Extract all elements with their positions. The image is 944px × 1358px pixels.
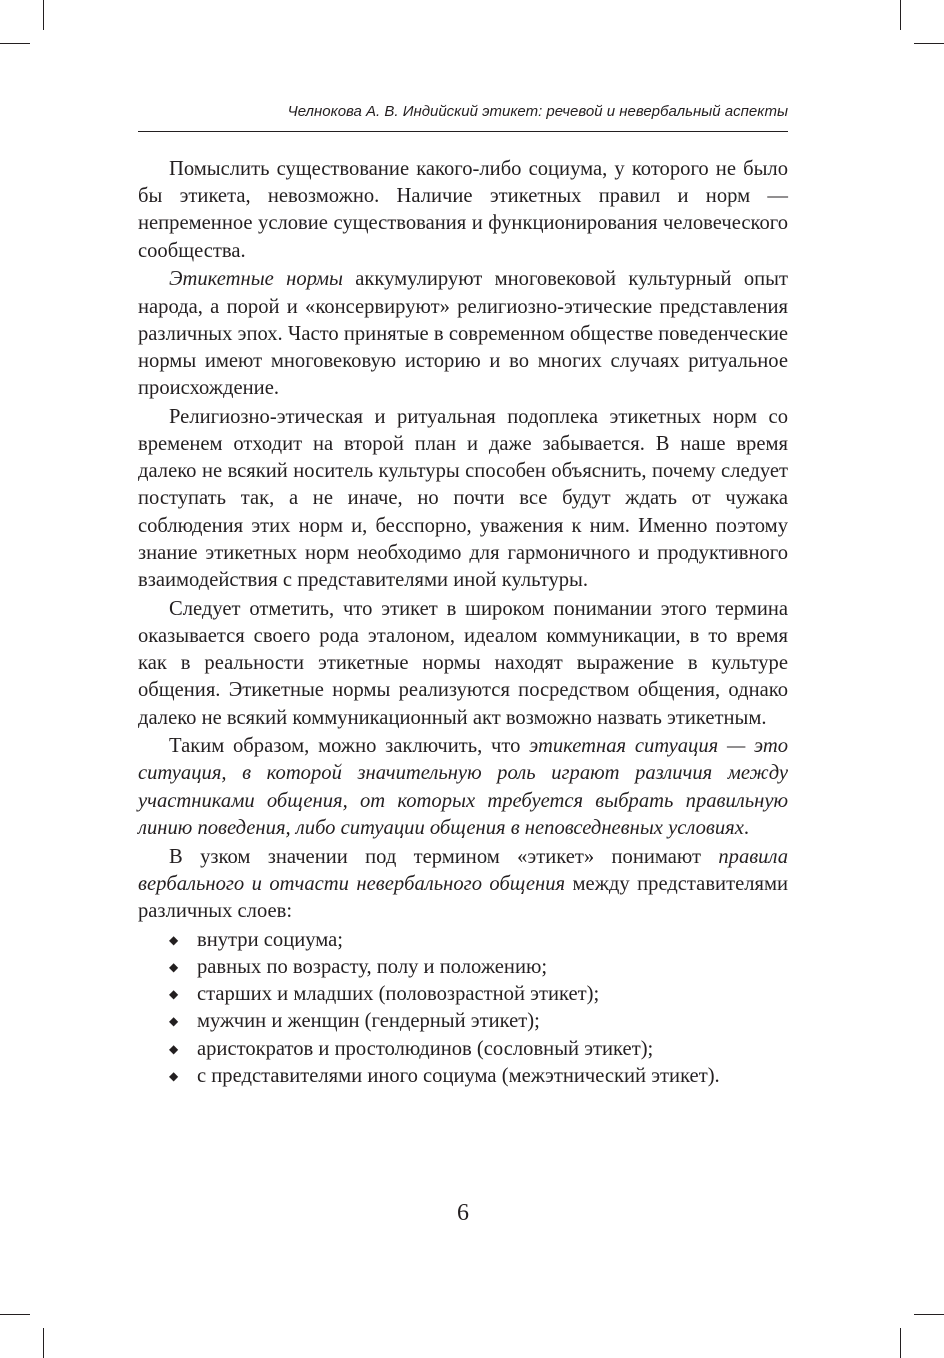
- paragraph-5-lead: Таким образом, можно заключить, что: [169, 735, 530, 758]
- crop-mark-bottom-right-v: [900, 1328, 901, 1358]
- crop-mark-top-left-v: [43, 0, 44, 30]
- paragraph-5-tail: .: [743, 816, 749, 839]
- paragraph-6: [138, 844, 788, 926]
- paragraph-6-lead: В узком значении под термином «этикет» понимают: [169, 845, 719, 868]
- list-item-text: с представителями иного социума (межэтнический этикет).: [197, 1064, 720, 1087]
- paragraph-3: Религиозно-этическая и ритуальная подоплека этикетных норм со временем отходит на второй план и даже забывается. В наше время далеко не всякий носитель культуры способен объяснить, почему следует поступать так, а не иначе, но почти все будут ждать от чужака соблюдения этих норм и, бесспорно, уважения к ним. Именно поэтому знание этикетных норм необходимо для гармоничного и продуктивного взаимодействия с представителями иной культуры.: [138, 405, 788, 592]
- list-item-text: мужчин и женщин (гендерный этикет);: [197, 1010, 540, 1033]
- crop-mark-top-right-v: [900, 0, 901, 30]
- paragraph-6-tail: между представителями различных слоев:: [138, 872, 789, 922]
- paragraph-1: Помыслить существование какого-либо социума, у которого не было бы этикета, невозможно. Наличие этикетных правил и норм — непременное условие существования и функционирования человеческого сообщества.: [138, 158, 788, 262]
- diamond-bullet-icon: ◆: [169, 1041, 179, 1056]
- crop-mark-top-right-h: [914, 43, 944, 44]
- diamond-bullet-icon: ◆: [169, 932, 179, 947]
- list-item-text: аристократов и простолюдинов (сословный этикет);: [197, 1037, 654, 1060]
- crop-mark-bottom-right-h: [914, 1314, 944, 1315]
- diamond-bullet-icon: ◆: [169, 1068, 179, 1083]
- bullet-list: [138, 927, 788, 1090]
- running-head: Челнокова А. В. Индийский этикет: речевой и невербальный аспекты: [287, 103, 788, 120]
- list-item: [138, 1036, 788, 1063]
- list-item-text: внутри социума;: [197, 928, 344, 951]
- page-number: 6: [457, 1200, 469, 1226]
- diamond-bullet-icon: ◆: [169, 987, 179, 1002]
- list-item: [138, 981, 788, 1008]
- paragraph-2-emphasis: Этикетные нормы: [169, 268, 343, 291]
- paragraph-2-text: аккумулируют многовековой культурный опыт народа, а порой и «консервируют» религиозно-этические представления различных эпох. Часто принятые в современном обществе поведенческие нормы имеют многовековую историю и во многих случаях ритуальное происхождение.: [138, 268, 788, 400]
- crop-mark-bottom-left-v: [43, 1328, 44, 1358]
- list-item: [138, 1008, 788, 1035]
- crop-mark-bottom-left-h: [0, 1314, 30, 1315]
- list-item: [138, 1063, 788, 1090]
- list-item-text: старших и младших (половозрастной этикет);: [197, 983, 600, 1006]
- diamond-bullet-icon: ◆: [169, 959, 179, 974]
- header-rule: [138, 131, 788, 132]
- list-item: [138, 927, 788, 954]
- body-text: [138, 156, 788, 1090]
- paragraph-2: [138, 266, 788, 402]
- paragraph-5-emphasis: этикетная ситуация — это ситуация, в которой значительную роль играют различия между участниками общения, от которых требуется выбрать правильную линию поведения, либо ситуации общения в неповседневных условиях: [138, 735, 788, 839]
- paragraph-5: [138, 733, 788, 842]
- paragraph-6-emphasis: правила вербального и отчасти невербального общения: [138, 845, 788, 895]
- paragraph-4: Следует отметить, что этикет в широком понимании этого термина оказывается своего рода эталоном, идеалом коммуникации, в то время как в реальности этикетные нормы находят выражение в культуре общения. Этикетные нормы реализуются посредством общения, однако далеко не всякий коммуникационный акт возможно назвать этикетным.: [138, 597, 788, 729]
- diamond-bullet-icon: ◆: [169, 1014, 179, 1029]
- crop-mark-top-left-h: [0, 43, 30, 44]
- list-item-text: равных по возрасту, полу и положению;: [197, 955, 548, 978]
- list-item: [138, 954, 788, 981]
